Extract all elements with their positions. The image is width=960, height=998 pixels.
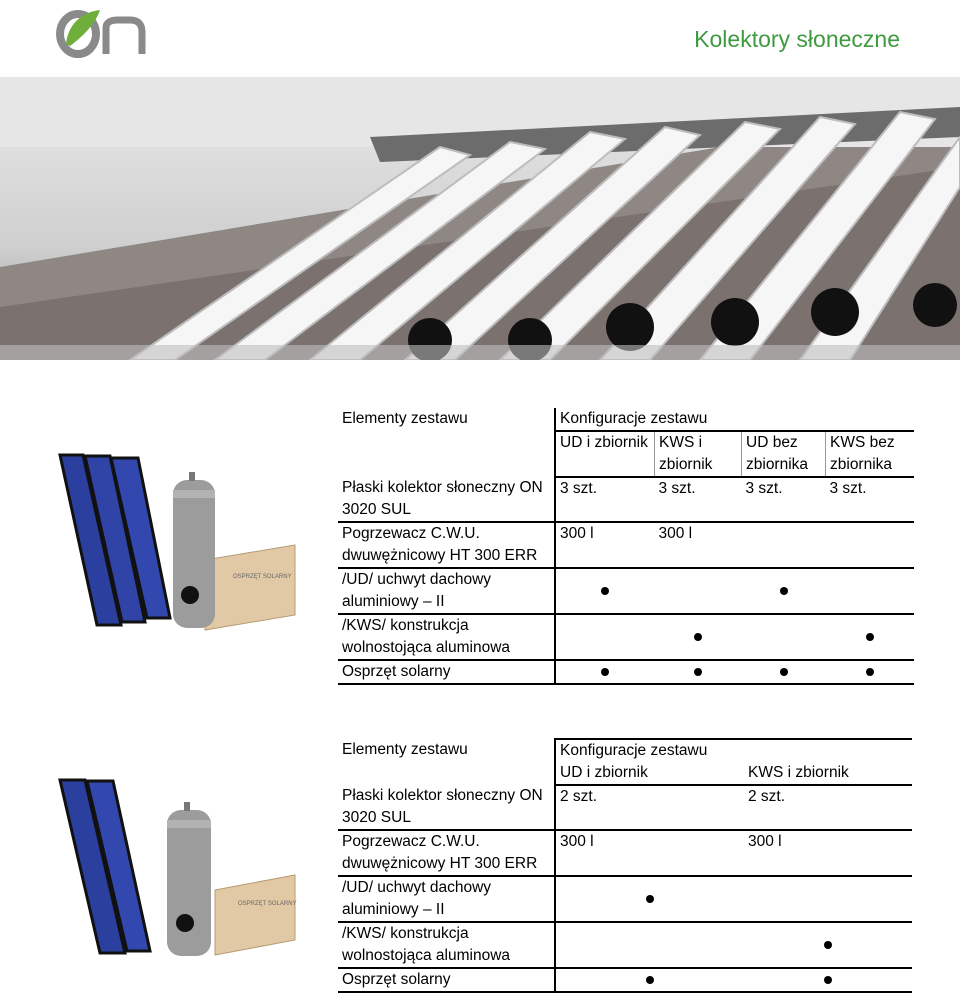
- svg-text:OSPRZĘT SOLARNY: OSPRZĘT SOLARNY: [233, 574, 292, 580]
- included-dot-icon: [824, 976, 832, 984]
- table-cell: 2 szt.: [555, 785, 744, 830]
- table-cell: 3 szt.: [742, 477, 826, 522]
- table-cell: [555, 876, 744, 922]
- included-dot-icon: [601, 587, 609, 595]
- page-title: Kolektory słoneczne: [694, 26, 900, 52]
- table-cell: [744, 968, 912, 992]
- table-cell: [742, 522, 826, 568]
- row-label: Płaski kolektor słoneczny ON 3020 SUL: [338, 785, 555, 830]
- row-label: /UD/ uchwyt dachowy aluminiowy – II: [338, 568, 555, 614]
- row-label: Płaski kolektor słoneczny ON 3020 SUL: [338, 477, 555, 522]
- column-header: KWS i zbiornik: [744, 762, 912, 785]
- config-header: Konfiguracje zestawu: [555, 739, 912, 762]
- table-cell: 3 szt.: [655, 477, 742, 522]
- kit-section-3-panels: [0, 405, 960, 695]
- included-dot-icon: [780, 587, 788, 595]
- table-cell: [555, 568, 655, 614]
- row-label: /KWS/ konstrukcja wolnostojąca aluminowa: [338, 922, 555, 968]
- included-dot-icon: [646, 976, 654, 984]
- table-cell: [744, 922, 912, 968]
- table-cell: [826, 614, 915, 660]
- table-cell: 300 l: [555, 830, 744, 876]
- elements-header: Elementy zestawu: [338, 739, 555, 762]
- table-cell: 3 szt.: [555, 477, 655, 522]
- table-cell: [742, 660, 826, 684]
- row-label: Pogrzewacz C.W.U. dwuwężnicowy HT 300 ERR: [338, 522, 555, 568]
- product-image-2-panels: [55, 775, 305, 965]
- column-header: KWS bez zbiornika: [826, 431, 915, 477]
- row-label: Pogrzewacz C.W.U. dwuwężnicowy HT 300 ERR: [338, 830, 555, 876]
- table-cell: [742, 614, 826, 660]
- table-cell: [555, 660, 655, 684]
- included-dot-icon: [694, 633, 702, 641]
- column-header: UD i zbiornik: [555, 431, 655, 477]
- config-table-2: [338, 738, 912, 993]
- included-dot-icon: [646, 895, 654, 903]
- table-cell: 2 szt.: [744, 785, 912, 830]
- table-cell: 300 l: [655, 522, 742, 568]
- table-cell: [826, 660, 915, 684]
- company-logo: [56, 4, 156, 60]
- config-table-1: [338, 408, 914, 685]
- included-dot-icon: [694, 668, 702, 676]
- included-dot-icon: [866, 668, 874, 676]
- column-header: KWS i zbiornik: [655, 431, 742, 477]
- table-cell: [742, 568, 826, 614]
- row-label: Osprzęt solarny: [338, 968, 555, 992]
- row-label: /KWS/ konstrukcja wolnostojąca aluminowa: [338, 614, 555, 660]
- table-cell: [826, 568, 915, 614]
- solar-tubes-photo: [0, 77, 960, 360]
- table-cell: 3 szt.: [826, 477, 915, 522]
- included-dot-icon: [601, 668, 609, 676]
- row-label: Osprzęt solarny: [338, 660, 555, 684]
- config-header: Konfiguracje zestawu: [555, 408, 914, 431]
- table-cell: [826, 522, 915, 568]
- elements-header: Elementy zestawu: [338, 408, 555, 431]
- column-header: UD bez zbiornika: [742, 431, 826, 477]
- table-cell: 300 l: [555, 522, 655, 568]
- table-cell: [555, 614, 655, 660]
- row-label: /UD/ uchwyt dachowy aluminiowy – II: [338, 876, 555, 922]
- kit-section-2-panels: [0, 735, 960, 997]
- table-cell: 300 l: [744, 830, 912, 876]
- included-dot-icon: [824, 941, 832, 949]
- table-cell: [744, 876, 912, 922]
- table-cell: [655, 614, 742, 660]
- table-cell: [655, 660, 742, 684]
- svg-text:OSPRZĘT SOLARNY: OSPRZĘT SOLARNY: [238, 901, 297, 907]
- table-cell: [555, 968, 744, 992]
- included-dot-icon: [866, 633, 874, 641]
- column-header: UD i zbiornik: [555, 762, 744, 785]
- included-dot-icon: [780, 668, 788, 676]
- table-cell: [655, 568, 742, 614]
- table-cell: [555, 922, 744, 968]
- product-image-3-panels: [55, 450, 305, 640]
